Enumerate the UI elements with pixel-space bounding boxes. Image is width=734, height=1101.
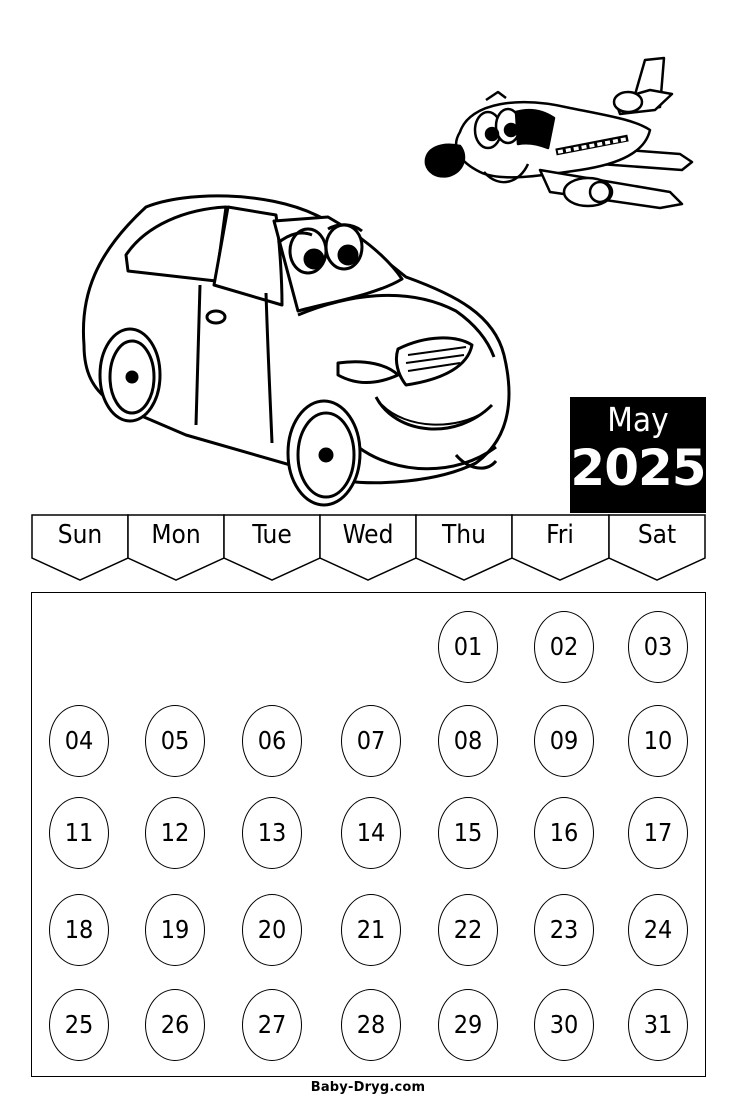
- day-cell: 07: [341, 705, 401, 777]
- day-cell: 04: [49, 705, 109, 777]
- weekday-fri: Fri: [546, 520, 574, 550]
- day-cell: 30: [534, 989, 594, 1061]
- day-cell: 31: [628, 989, 688, 1061]
- day-cell: 16: [534, 797, 594, 869]
- calendar-day-grid: [31, 592, 706, 1077]
- day-cell: 08: [438, 705, 498, 777]
- day-cell: 29: [438, 989, 498, 1061]
- weekday-header-row: [31, 514, 706, 582]
- day-cell: 12: [145, 797, 205, 869]
- day-cell: 26: [145, 989, 205, 1061]
- day-cell: 27: [242, 989, 302, 1061]
- day-cell: 23: [534, 894, 594, 966]
- day-cell: 06: [242, 705, 302, 777]
- day-cell: 22: [438, 894, 498, 966]
- day-cell: 24: [628, 894, 688, 966]
- month-year-box: [570, 397, 706, 513]
- day-cell: 21: [341, 894, 401, 966]
- day-cell: 03: [628, 611, 688, 683]
- day-cell: 20: [242, 894, 302, 966]
- weekday-sun: Sun: [57, 520, 103, 550]
- day-cell: 13: [242, 797, 302, 869]
- year-label: 2025: [570, 439, 706, 497]
- weekday-thu: Thu: [442, 520, 486, 550]
- day-cell: 11: [49, 797, 109, 869]
- day-cell: 09: [534, 705, 594, 777]
- day-cell: 17: [628, 797, 688, 869]
- cartoon-car-illustration: [76, 185, 520, 515]
- month-label: May: [607, 400, 669, 439]
- day-cell: 28: [341, 989, 401, 1061]
- weekday-sat: Sat: [637, 520, 677, 550]
- day-cell: 01: [438, 611, 498, 683]
- day-cell: 18: [49, 894, 109, 966]
- weekday-mon: Mon: [151, 520, 201, 550]
- day-cell: 02: [534, 611, 594, 683]
- day-cell: 10: [628, 705, 688, 777]
- day-cell: 15: [438, 797, 498, 869]
- site-logo: Baby-Dryg.com: [310, 1080, 426, 1095]
- day-cell: 19: [145, 894, 205, 966]
- day-cell: 25: [49, 989, 109, 1061]
- weekday-wed: Wed: [342, 520, 394, 550]
- day-cell: 14: [341, 797, 401, 869]
- day-cell: 05: [145, 705, 205, 777]
- weekday-tue: Tue: [252, 520, 292, 550]
